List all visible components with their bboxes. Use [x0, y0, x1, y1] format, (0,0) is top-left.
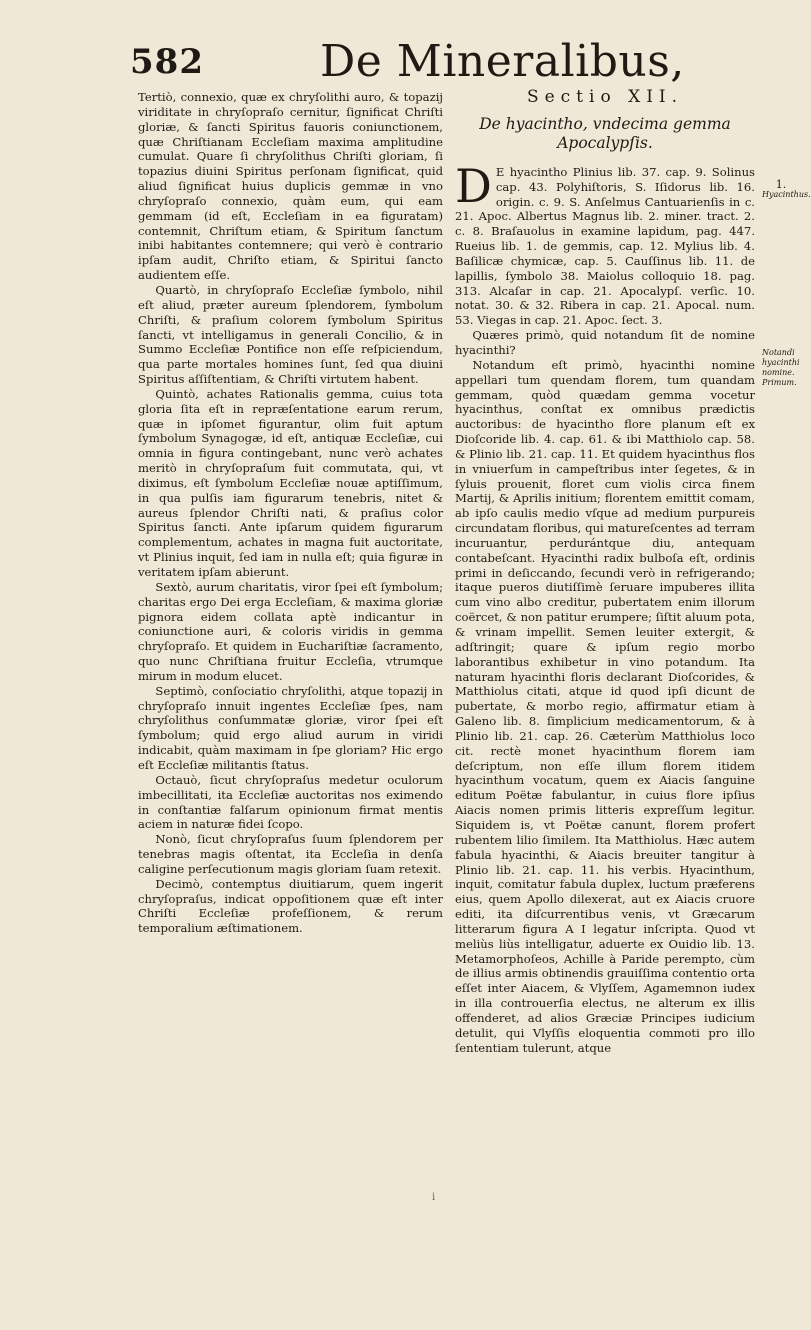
margin-note-text: Hyacinthus.	[762, 190, 811, 199]
paragraph: Decimò, contemptus diuitiarum, quem ingerit chryſopraſus, indicat oppoſitionem quæ eſt inter Chriſti Eccleſiæ profeſſionem, & rerum temporalium æſtimationem.	[138, 876, 443, 936]
paragraph: Octauò, ſicut chryſopraſus medetur oculorum imbecillitati, ita Eccleſiæ auctoritas nos eximendo in conſtantiæ falſarum opinionum firmat mentis aciem in naturæ fidei ſcopo.	[138, 772, 443, 832]
section-heading: Sectio XII.	[526, 87, 684, 107]
running-title: De Mineralibus,	[320, 36, 685, 87]
section-title-line: De hyacintho, vndecima gemma	[479, 114, 731, 133]
paragraph: Septimò, conſociatio chryſolithi, atque topazij in chryſopraſo innuit ingentes Eccleſiæ ſpes, nam chryſolithus conſummatæ gloriæ, viror ſpei eſt ſymbolum; quid ergo aliud aurum in viridi indicabit, quàm maximam in ſpe gloriam? Hic ergo eſt Eccleſiæ militantis ſtatus.	[138, 683, 443, 772]
paragraph: Sextò, aurum charitatis, viror ſpei eſt ſymbolum; charitas ergo Dei erga Eccleſiam, & maxima gloriæ pignora eidem collata aptè indicantur in coniunctione auri, & coloris viridis in gemma chryſopraſo. Et quidem in Euchariſtiæ ſacramento, quo nunc Chriſtiana fruitur Eccleſia, vtrumque mirum in modum elucet.	[138, 579, 443, 683]
paragraph: Tertiò, connexio, quæ ex chryſolithi auro, & topazij viriditate in chryſopraſo cernitur, ſignificat Chriſti gloriæ, & ſancti Spiritus fauoris coniunctionem, quæ Chriſtianam Eccleſiam maxima amplitudine cumulat. Quare ſi chryſolithus Chriſti gloriam, ſi topazius diuini Spiritus perſonam ſignificat, quid aliud ſignificat huius duplicis gemmæ in vno chryſopraſo connexio, quàm eum, qui eam gemmam (id eſt, Eccleſiam in ea figuratam) contemnit, Chriſtum etiam, & Spiritum ſanctum inibi habitantes contemnere; qui verò è contrario ipſam audit, Chriſto etiam, & Spiritui ſancto audientem eſſe.	[138, 90, 443, 283]
paragraph-text: E hyacintho Plinius lib. 37. cap. 9. Solinus cap. 43. Polyhiſtoris, S. Iſidorus lib. 16. origin. c. 9. S. Anſelmus Cantuarienſis in c. 21. Apoc. Albertus Magnus lib. 2. miner. tract. 2. c. 8. Braſauolus in examine lapidum, pag. 447. Rueius lib. 1. de gemmis, cap. 12. Mylius lib. 4. Baſilicæ chymicæ, cap. 5. Cauſſinus lib. 11. de lapillis, ſymbolo 38. Maiolus colloquio 18. pag. 313. Alcaſar in cap. 21. Apocalypſ. verſic. 10. notat. 30. & 32. Ribera in cap. 21. Apocal. num. 53. Viegas in cap. 21. Apoc. ſect. 3.	[455, 164, 755, 328]
right-column	[455, 87, 756, 1055]
paragraph: Quintò, achates Rationalis gemma, cuius tota gloria ſita eſt in repræſentatione earum rerum, quæ in ipſomet figurantur, olim fuit aptum ſymbolum Synagogæ, id eſt, antiquæ Eccleſiæ, cui omnia in figura contingebant, nunc verò achates meritò in chryſopraſum fuit commutata, qui, vt diximus, eſt ſymbolum Eccleſiæ nouæ aptiſſimum, in qua pulſis iam figurarum tenebris, nitet & aureus ſplendor Chriſti nati, & praſius color Spiritus ſancti. Ante ipſarum quidem figurarum complementum, achates in magna fuit auctoritate, vt Plinius inquit, ſed iam in nulla eſt; quia figuræ in veritatem ipſam abierunt.	[138, 386, 443, 579]
margin-note	[762, 348, 800, 388]
page-number: 582	[130, 42, 204, 82]
drop-cap: D	[455, 158, 492, 213]
section-title	[455, 115, 755, 153]
paragraph: Nonò, ſicut chryſopraſus ſuum ſplendorem per tenebras magis oſtentat, ita Eccleſia in denſa caligine perſecutionum magis gloriam ſuam retexit.	[138, 832, 443, 876]
opening-paragraph	[455, 158, 755, 328]
margin-note-text: Notandi hyacinthi nomine. Primum.	[762, 348, 800, 387]
margin-notes	[762, 178, 811, 387]
footer-mark: i	[432, 1192, 436, 1203]
paragraph: Quartò, in chryſopraſo Eccleſiæ ſymbolo, nihil eſt aliud, præter aureum ſplendorem, ſymbolum Chriſti, & praſium colorem ſymbolum Spiritus ſancti, vt intelligamus in generali Concilio, & in Summo Eccleſiæ Pontifice non eſſe reſpiciendum, qua parte mortales homines ſunt, ſed qua diuini Spiritus aſſiſtentiam, & Chriſti virtutem habent.	[138, 282, 443, 387]
margin-note-number: 1.	[775, 178, 787, 191]
margin-note	[762, 178, 811, 200]
left-column	[138, 90, 443, 936]
paragraph: Quæres primò, quid notandum ſit de nomine hyacinthi?	[455, 328, 755, 357]
paragraph: Notandum eſt primò, hyacinthi nomine appellari tum quendam florem, tum quandam gemmam, quòd quædam gemma vocetur hyacinthus, conſtat ex omnibus prædictis auctoribus: de hyacintho flore planum eſt ex Dioſcoride lib. 4. cap. 61. & ibi Matthiolo cap. 58. & Plinio lib. 21. cap. 11. Et quidem hyacinthus flos in vniuerſum in campeſtribus inter ſegetes, & in ſyluis prouenit, floret cum violis circa finem Martij, & Aprilis initium; florentem emittit comam, ab ipſo caulis medio vſque ad medium purpureis circundatam floribus, qui matureſcentes ad terram incuruantur, perdurántque diu, antequam contabeſcant. Hyacinthi radix bulboſa eſt, ordinis primi in deſiccando, ſecundi verò in refrigerando; itaque pueros diutiſſimè ſeruare impuberes illita cum vino albo creditur, pubertatem enim illorum coërcet, & non patitur erumpere; ſiſtit aluum pota, & vrinam impellit. Semen leuiter extergit, & adſtringit; quare & ipſum regio morbo laborantibus exhibetur in vino potandum. Ita naturam hyacinthi floris declarant Dioſcorides, & Matthiolus citati, atque id quod ipſi dicunt de pubertate, & morbo regio, affirmatur etiam à Galeno lib. 8. ſimplicium medicamentorum, & à Plinio lib. 21. cap. 26. Cæterùm Matthiolus loco cit. rectè monet hyacinthum florem iam deſcriptum, non eſſe illum florem itidem hyacinthum vocatum, quem ex Aiacis ſanguine editum Poëtæ fabulantur, in cuius flore ipſius Aiacis nomen primis litteris expreſſum legitur. Siquidem is, vt Poëtæ canunt, florem profert rubentem lilio ſimilem. Ita Matthiolus. Hæc autem fabula hyacinthi, & Aiacis breuiter tangitur à Plinio lib. 21. cap. 11. his verbis. Hyacinthum, inquit, comitatur fabula duplex, luctum præferens eius, quem Apollo dilexerat, aut ex Aiacis cruore editi, ita diſcurrentibus venis, vt Græcarum litterarum figura A I legatur inſcripta. Quod vt meliùs liùs intelligatur, aduerte ex Ouidio lib. 13. Metamorphoſeos, Achille à Paride perempto, cùm de illius armis obtinendis grauiſſima contentio orta eſſet inter Aiacem, & Vlyſſem, Agamemnon iudex in illa controuerſia electus, ne alterum ex illis offenderet, ad alios Græciæ Principes iudicium detulit, qui Vlyſſis eloquentia commoti pro illo ſententiam tulerunt, atque	[455, 357, 756, 1055]
section-title-line: Apocalypſis.	[557, 133, 653, 152]
